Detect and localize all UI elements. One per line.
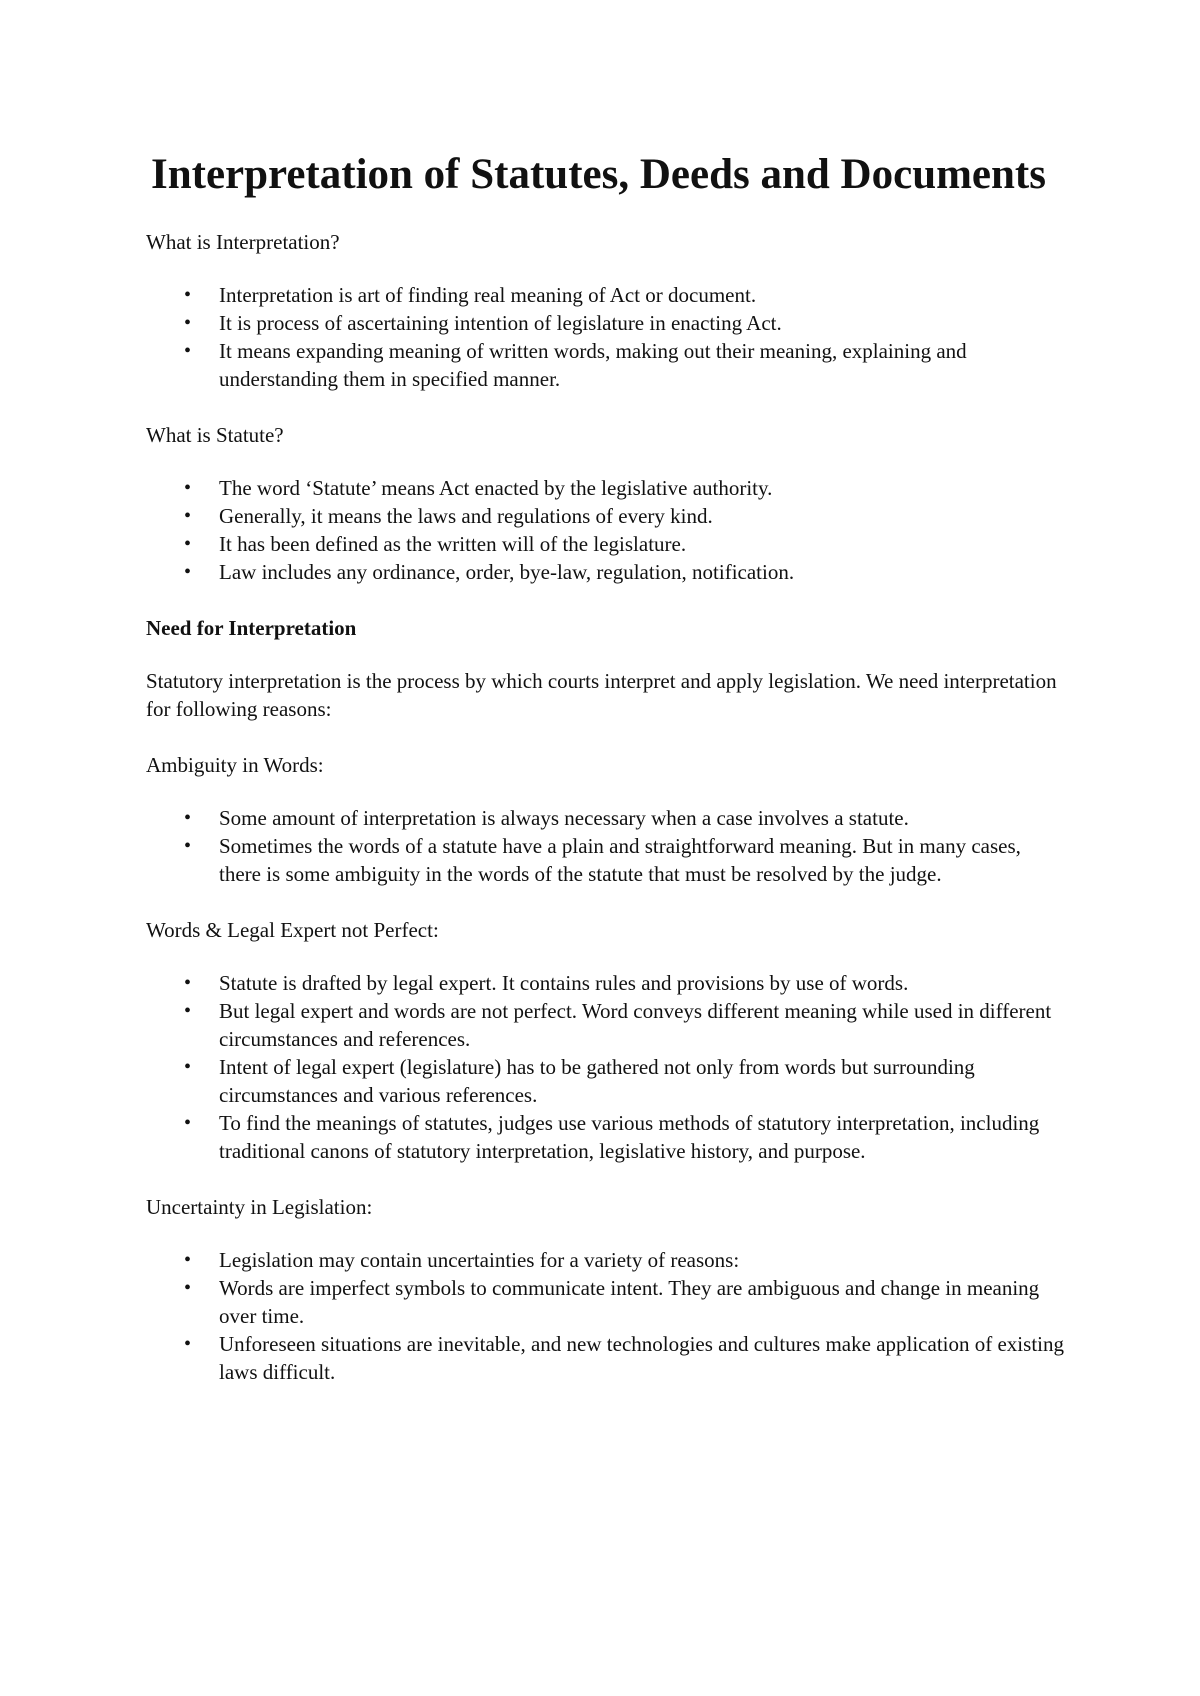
bullet-item: • Some amount of interpretation is always necessary when a case involves a statute.	[146, 804, 1066, 832]
bullet-item: • Statute is drafted by legal expert. It contains rules and provisions by use of words.	[146, 969, 1066, 997]
bullet-item: • To find the meanings of statutes, judges use various methods of statutory interpretation, including traditional canons of statutory interpretation, legislative history, and purpose.	[146, 1109, 1066, 1165]
section-label-ambiguity: Ambiguity in Words:	[146, 753, 324, 777]
section-heading-need-for-interpretation: Need for Interpretation	[146, 616, 357, 640]
bullet-item: • It means expanding meaning of written words, making out their meaning, explaining and understanding them in specified manner.	[146, 337, 1066, 393]
bullet-list-interpretation	[146, 281, 1066, 393]
section-label-words-legal-expert: Words & Legal Expert not Perfect:	[146, 918, 439, 942]
bullet-item: • The word ‘Statute’ means Act enacted by the legislative authority.	[146, 474, 1066, 502]
section-label-what-is-statute: What is Statute?	[146, 423, 284, 447]
bullet-list-words-legal-expert	[146, 969, 1066, 1165]
document-title: Interpretation of Statutes, Deeds and Documents	[150, 151, 1046, 198]
bullet-item: • Law includes any ordinance, order, bye-law, regulation, notification.	[146, 558, 1066, 586]
bullet-item: • Generally, it means the laws and regulations of every kind.	[146, 502, 1066, 530]
bullet-list-statute	[146, 474, 1066, 586]
bullet-item: • It is process of ascertaining intention of legislature in enacting Act.	[146, 309, 1066, 337]
paragraph-need-for-interpretation: Statutory interpretation is the process by which courts interpret and apply legislation. We need interpretation for following reasons:	[146, 669, 1057, 721]
bullet-item: • It has been defined as the written will of the legislature.	[146, 530, 1066, 558]
document-page	[146, 0, 1066, 1386]
bullet-list-uncertainty	[146, 1246, 1066, 1386]
bullet-item: • Interpretation is art of finding real meaning of Act or document.	[146, 281, 1066, 309]
bullet-item: • But legal expert and words are not perfect. Word conveys different meaning while used in different circumstances and references.	[146, 997, 1066, 1053]
bullet-item: • Intent of legal expert (legislature) has to be gathered not only from words but surrounding circumstances and various references.	[146, 1053, 1066, 1109]
bullet-item: • Legislation may contain uncertainties for a variety of reasons:	[146, 1246, 1066, 1274]
section-label-what-is-interpretation: What is Interpretation?	[146, 230, 340, 254]
bullet-item: • Sometimes the words of a statute have a plain and straightforward meaning. But in many cases, there is some ambiguity in the words of the statute that must be resolved by the judge.	[146, 832, 1066, 888]
bullet-list-ambiguity	[146, 804, 1066, 888]
bullet-item: • Unforeseen situations are inevitable, and new technologies and cultures make application of existing laws difficult.	[146, 1330, 1066, 1386]
section-label-uncertainty: Uncertainty in Legislation:	[146, 1195, 373, 1219]
bullet-item: • Words are imperfect symbols to communicate intent. They are ambiguous and change in meaning over time.	[146, 1274, 1066, 1330]
